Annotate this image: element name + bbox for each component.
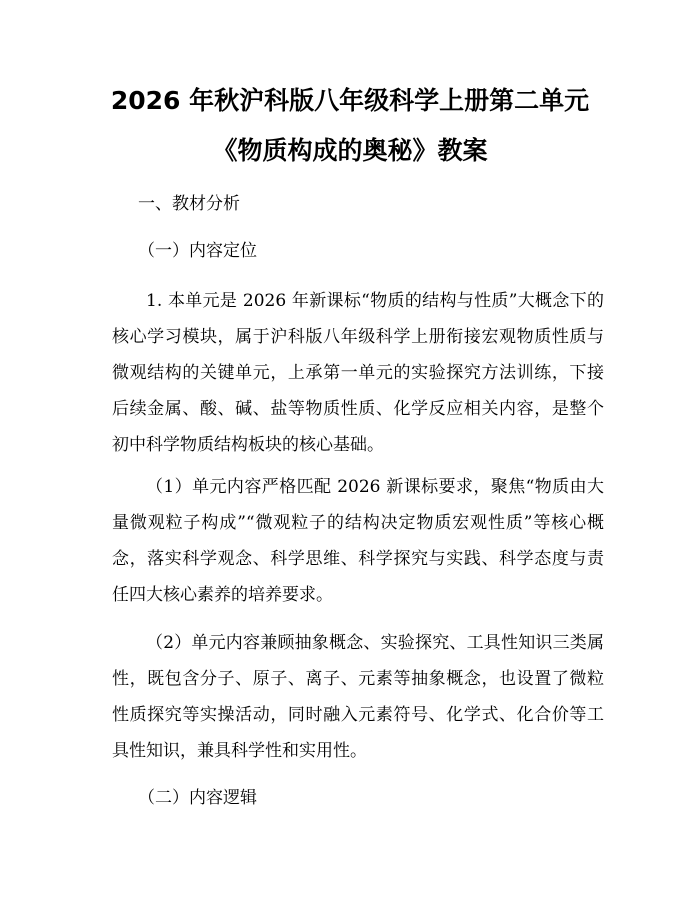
document-title-line1: 2026 年秋沪科版八年级科学上册第二单元 <box>110 86 590 115</box>
document-title-line2: 《物质构成的奥秘》教案 <box>212 136 488 165</box>
paragraph-1: 1. 本单元是 2026 年新课标“物质的结构与性质”大概念下的核心学习模块，属于沪科版八年级科学上册衔接宏观物质性质与微观结构的关键单元，上承第一单元的实验探究方法训练，下接后续金属、酸、碱、盐等物质性质、化学反应相关内容，是整个初中科学物质结构板块的核心基础。 <box>112 291 604 455</box>
paragraph-3: （2）单元内容兼顾抽象概念、实验探究、工具性知识三类属性，既包含分子、原子、离子、元素等抽象概念，也设置了微粒性质探究等实操活动，同时融入元素符号、化学式、化合价等工具性知识，兼具科学性和实用性。 <box>112 633 604 761</box>
subsection-heading-content-logic: （二）内容逻辑 <box>138 788 257 808</box>
subsection-heading-content-positioning: （一）内容定位 <box>138 241 257 261</box>
section-heading-textbook-analysis: 一、教材分析 <box>138 194 240 214</box>
paragraph-2: （1）单元内容严格匹配 2026 新课标要求，聚焦“物质由大量微观粒子构成”“微观粒子的结构决定物质宏观性质”等核心概念，落实科学观念、科学思维、科学探究与实践、科学态度与责任四大核心素养的培养要求。 <box>112 477 604 605</box>
